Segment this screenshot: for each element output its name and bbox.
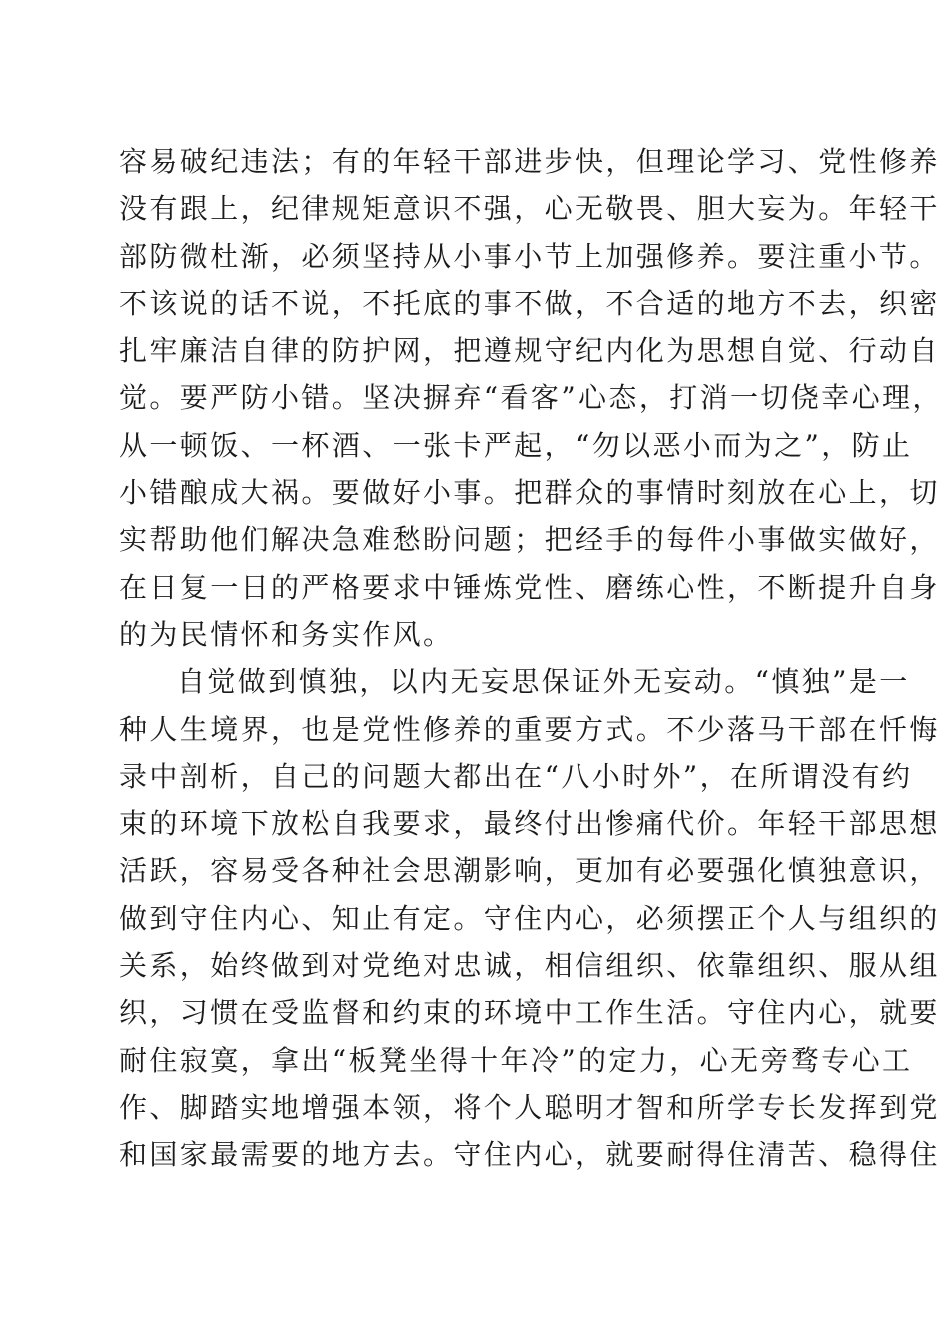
- paragraph-line: 作、脚踏实地增强本领，将个人聪明才智和所学专长发挥到党: [119, 1090, 940, 1124]
- paragraph-line: 关系，始终做到对党绝对忠诚，相信组织、依靠组织、服从组: [119, 949, 940, 983]
- paragraph-line: 容易破纪违法；有的年轻干部进步快，但理论学习、党性修养: [119, 145, 940, 178]
- paragraph-line: 和国家最需要的地方去。守住内心，就要耐得住清苦、稳得住: [119, 1138, 940, 1172]
- paragraph-line: 种人生境界，也是党性修养的重要方式。不少落马干部在忏悔: [119, 712, 940, 746]
- paragraph-line: 织，习惯在受监督和约束的环境中工作生活。守住内心，就要: [119, 996, 940, 1030]
- paragraph-line: 束的环境下放松自我要求，最终付出惨痛代价。年轻干部思想: [119, 807, 940, 841]
- paragraph-2: [119, 658, 940, 1178]
- body-text: [119, 138, 943, 1179]
- paragraph-line: 做到守住内心、知止有定。守住内心，必须摆正个人与组织的: [119, 901, 940, 935]
- paragraph-first-line: 自觉做到慎独，以内无妄思保证外无妄动。“慎独”是一: [177, 665, 910, 699]
- paragraph-line: 的为民情怀和务实作风。: [119, 617, 454, 651]
- paragraph-line: 耐住寂寞，拿出“板凳坐得十年冷”的定力，心无旁骛专心工: [119, 1043, 913, 1077]
- paragraph-line: 小错酿成大祸。要做好小事。把群众的事情时刻放在心上，切: [119, 476, 940, 510]
- paragraph-line: 没有跟上，纪律规矩意识不强，心无敬畏、胆大妄为。年轻干: [119, 192, 940, 226]
- paragraph-line: 活跃，容易受各种社会思潮影响，更加有必要强化慎独意识，: [119, 854, 940, 888]
- paragraph-line: 录中剖析，自己的问题大都出在“八小时外”，在所谓没有约: [119, 759, 913, 793]
- paragraph-line: 从一顿饭、一杯酒、一张卡严起，“勿以恶小而为之”，防止: [119, 428, 913, 462]
- paragraph-line: 实帮助他们解决急难愁盼问题；把经手的每件小事做实做好，: [119, 523, 940, 557]
- paragraph-line: 部防微杜渐，必须坚持从小事小节上加强修养。要注重小节。: [119, 239, 940, 273]
- paragraph-line: 在日复一日的严格要求中锤炼党性、磨练心性，不断提升自身: [119, 570, 940, 604]
- paragraph-line: 觉。要严防小错。坚决摒弃“看客”心态，打消一切侥幸心理，: [119, 381, 943, 415]
- paragraph-line: 扎牢廉洁自律的防护网，把遵规守纪内化为思想自觉、行动自: [119, 334, 940, 368]
- paragraph-line: 不该说的话不说，不托底的事不做，不合适的地方不去，织密: [119, 286, 940, 320]
- paragraph-1: [119, 138, 943, 658]
